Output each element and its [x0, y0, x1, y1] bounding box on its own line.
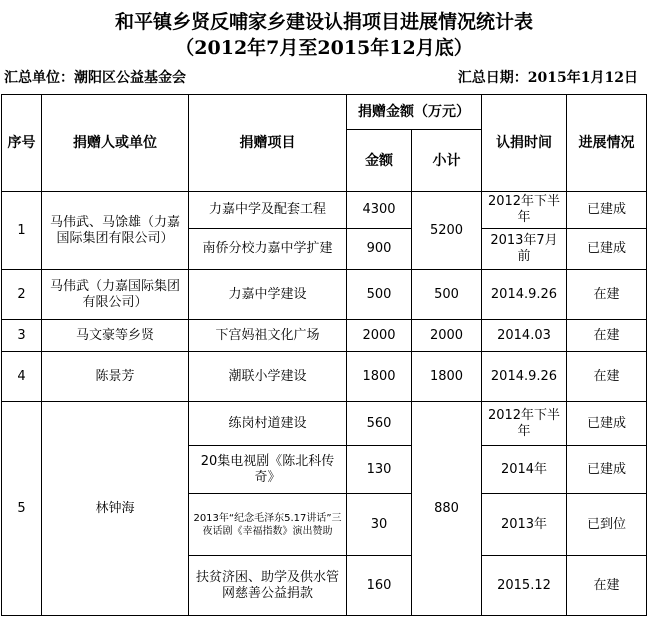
header-donor: 捐赠人或单位 [42, 95, 189, 192]
status-cell: 已建成 [567, 229, 647, 270]
table-row [2, 402, 647, 446]
subtotal-cell: 500 [412, 270, 482, 320]
project-cell: 扶贫济困、助学及供水管网慈善公益捐款 [189, 556, 347, 616]
time-cell: 2015.12 [482, 556, 567, 616]
subtotal-cell: 5200 [412, 192, 482, 270]
time-cell: 2014.9.26 [482, 352, 567, 402]
amount-cell: 500 [347, 270, 412, 320]
time-cell: 2012年下半年 [482, 402, 567, 446]
amount-cell: 4300 [347, 192, 412, 229]
amount-cell: 160 [347, 556, 412, 616]
amount-cell: 30 [347, 494, 412, 556]
amount-cell: 900 [347, 229, 412, 270]
time-cell: 2013年 [482, 494, 567, 556]
table-row [2, 270, 647, 320]
header-amount: 金额 [347, 130, 412, 192]
summary-unit: 汇总单位：潮阳区公益基金会 [4, 70, 186, 86]
project-cell: 20集电视剧《陈北科传奇》 [189, 446, 347, 494]
project-cell: 练岗村道建设 [189, 402, 347, 446]
table-title: 和平镇乡贤反哺家乡建设认捐项目进展情况统计表 [114, 11, 533, 33]
status-cell: 在建 [567, 320, 647, 352]
subtotal-cell: 2000 [412, 320, 482, 352]
seq-cell: 5 [2, 402, 42, 616]
donor-cell: 林钟海 [42, 402, 189, 616]
status-cell: 在建 [567, 352, 647, 402]
table-subtitle: （2012年7月至2015年12月底） [175, 37, 473, 59]
status-cell: 在建 [567, 556, 647, 616]
subtotal-cell: 880 [412, 402, 482, 616]
project-cell: 力嘉中学及配套工程 [189, 192, 347, 229]
status-cell: 在建 [567, 270, 647, 320]
status-cell: 已建成 [567, 446, 647, 494]
table-row [2, 320, 647, 352]
header-project: 捐赠项目 [189, 95, 347, 192]
donor-cell: 马伟武（力嘉国际集团有限公司） [42, 270, 189, 320]
seq-cell: 3 [2, 320, 42, 352]
time-cell: 2014年 [482, 446, 567, 494]
amount-cell: 560 [347, 402, 412, 446]
project-cell: 潮联小学建设 [189, 352, 347, 402]
table-row [2, 352, 647, 402]
time-cell: 2012年下半年 [482, 192, 567, 229]
donor-cell: 陈景芳 [42, 352, 189, 402]
seq-cell: 1 [2, 192, 42, 270]
project-cell: 力嘉中学建设 [189, 270, 347, 320]
donor-cell: 马伟武、马馀雄（力嘉国际集团有限公司） [42, 192, 189, 270]
status-cell: 已建成 [567, 402, 647, 446]
status-cell: 已到位 [567, 494, 647, 556]
time-cell: 2014.03 [482, 320, 567, 352]
status-cell: 已建成 [567, 192, 647, 229]
header-progress: 进展情况 [567, 95, 647, 192]
header-amount-group: 捐赠金额（万元） [347, 95, 482, 130]
project-cell: 下宫妈祖文化广场 [189, 320, 347, 352]
amount-cell: 130 [347, 446, 412, 494]
project-cell: 2013年“纪念毛泽东5.17讲话”三夜话剧《幸福指数》演出赞助 [189, 494, 347, 556]
project-cell: 南侨分校力嘉中学扩建 [189, 229, 347, 270]
donation-table [1, 94, 647, 616]
amount-cell: 1800 [347, 352, 412, 402]
time-cell: 2013年7月前 [482, 229, 567, 270]
header-seq: 序号 [2, 95, 42, 192]
header-subtotal: 小计 [412, 130, 482, 192]
seq-cell: 4 [2, 352, 42, 402]
subtotal-cell: 1800 [412, 352, 482, 402]
table-row [2, 192, 647, 229]
summary-date: 汇总日期：2015年1月12日 [457, 70, 638, 86]
donor-cell: 马文豪等乡贤 [42, 320, 189, 352]
seq-cell: 2 [2, 270, 42, 320]
header-pledge-time: 认捐时间 [482, 95, 567, 192]
time-cell: 2014.9.26 [482, 270, 567, 320]
amount-cell: 2000 [347, 320, 412, 352]
